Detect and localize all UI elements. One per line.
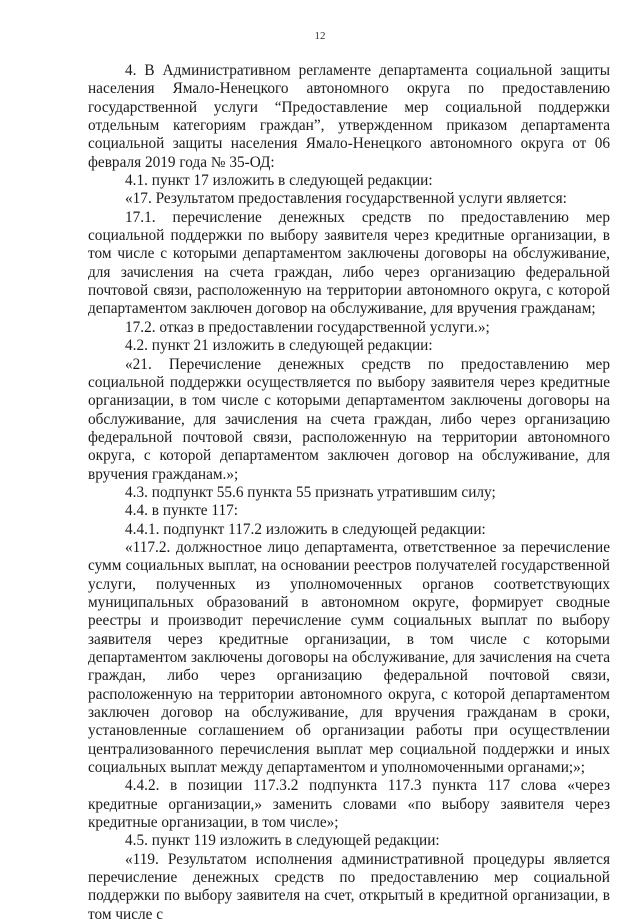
paragraph-4-4-2: 4.4.2. в позиции 117.3.2 подпункта 117.3 пункта 117 слова «через кредитные организации,» заменить словами «по выбору заявителя через кредитные организации, в том числе»; [88, 777, 610, 832]
paragraph-119: «119. Результатом исполнения административной процедуры является перечисление денежных средств по предоставлению мер социальной поддержки по выбору заявителя на счет, открытый в кредитной организации, в том числе с [88, 850, 610, 923]
paragraph-4-5: 4.5. пункт 119 изложить в следующей редакции: [125, 832, 440, 850]
paragraph-4-4: 4.4. в пункте 117: [125, 502, 238, 520]
paragraph-21: «21. Перечисление денежных средств по предоставлению мер социальной поддержки осуществляется по выбору заявителя через кредитные организации, в том числе с которыми департаментом заключены договоры на обслуживание, для зачисления на счета граждан, либо через организацию федеральной почтовой связи, расположенную на территории автономного округа, с которой департаментом заключен договор на обслуживание, для вручения гражданам.»; [88, 355, 610, 483]
paragraph-17: «17. Результатом предоставления государственной услуги является: [125, 190, 567, 208]
paragraph-intro: 4. В Административном регламенте департамента социальной защиты населения Ямало-Ненецкого автономного округа по предоставлению государственной услуги “Предоставление мер социальной поддержки отдельным категориям граждан”, утвержденном приказом департамента социальной защиты населения Ямало-Ненецкого автономного округа от 06 февраля 2019 года № 35-ОД: [88, 62, 610, 171]
paragraph-17-2: 17.2. отказ в предоставлении государственной услуги.»; [125, 318, 490, 336]
paragraph-4-2: 4.2. пункт 21 изложить в следующей редакции: [125, 337, 433, 355]
paragraph-17-1: 17.1. перечисление денежных средств по предоставлению мер социальной поддержки по выбору заявителя через кредитные организации, в том числе с которыми департаментом заключены договоры на обслуживание, для зачисления на счета граждан, либо через организацию федеральной почтовой связи, расположенную на территории автономного округа, с которой департаментом заключен договор на обслуживание, для вручения гражданам; [88, 208, 610, 318]
paragraph-4-3: 4.3. подпункт 55.6 пункта 55 признать утратившим силу; [125, 483, 496, 501]
page-number: 12 [314, 30, 326, 42]
paragraph-117-2: «117.2. должностное лицо департамента, ответственное за перечисление сумм социальных выплат, на основании реестров получателей государственной услуги, полученных из уполномоченных органов соответствующих муниципальных образований в автономном округе, формирует сводные реестры и производит перечисление сумм социальных выплат по выбору заявителя через кредитные организации, в том числе с которыми департаментом заключены договоры на обслуживание, для зачисления на счета граждан, либо через организацию федеральной почтовой связи, расположенную на территории автономного округа, с которой департаментом заключен договор на обслуживание, для вручения гражданам в сроки, установленные соглашением об организации работы при осуществлении централизованного перечисления выплат мер социальной поддержки и иных социальных выплат между департаментом и уполномоченными органами;»; [88, 538, 610, 777]
document-body [88, 62, 610, 924]
paragraph-4-1: 4.1. пункт 17 изложить в следующей редакции: [125, 172, 433, 190]
paragraph-4-4-1: 4.4.1. подпункт 117.2 изложить в следующей редакции: [125, 520, 486, 538]
